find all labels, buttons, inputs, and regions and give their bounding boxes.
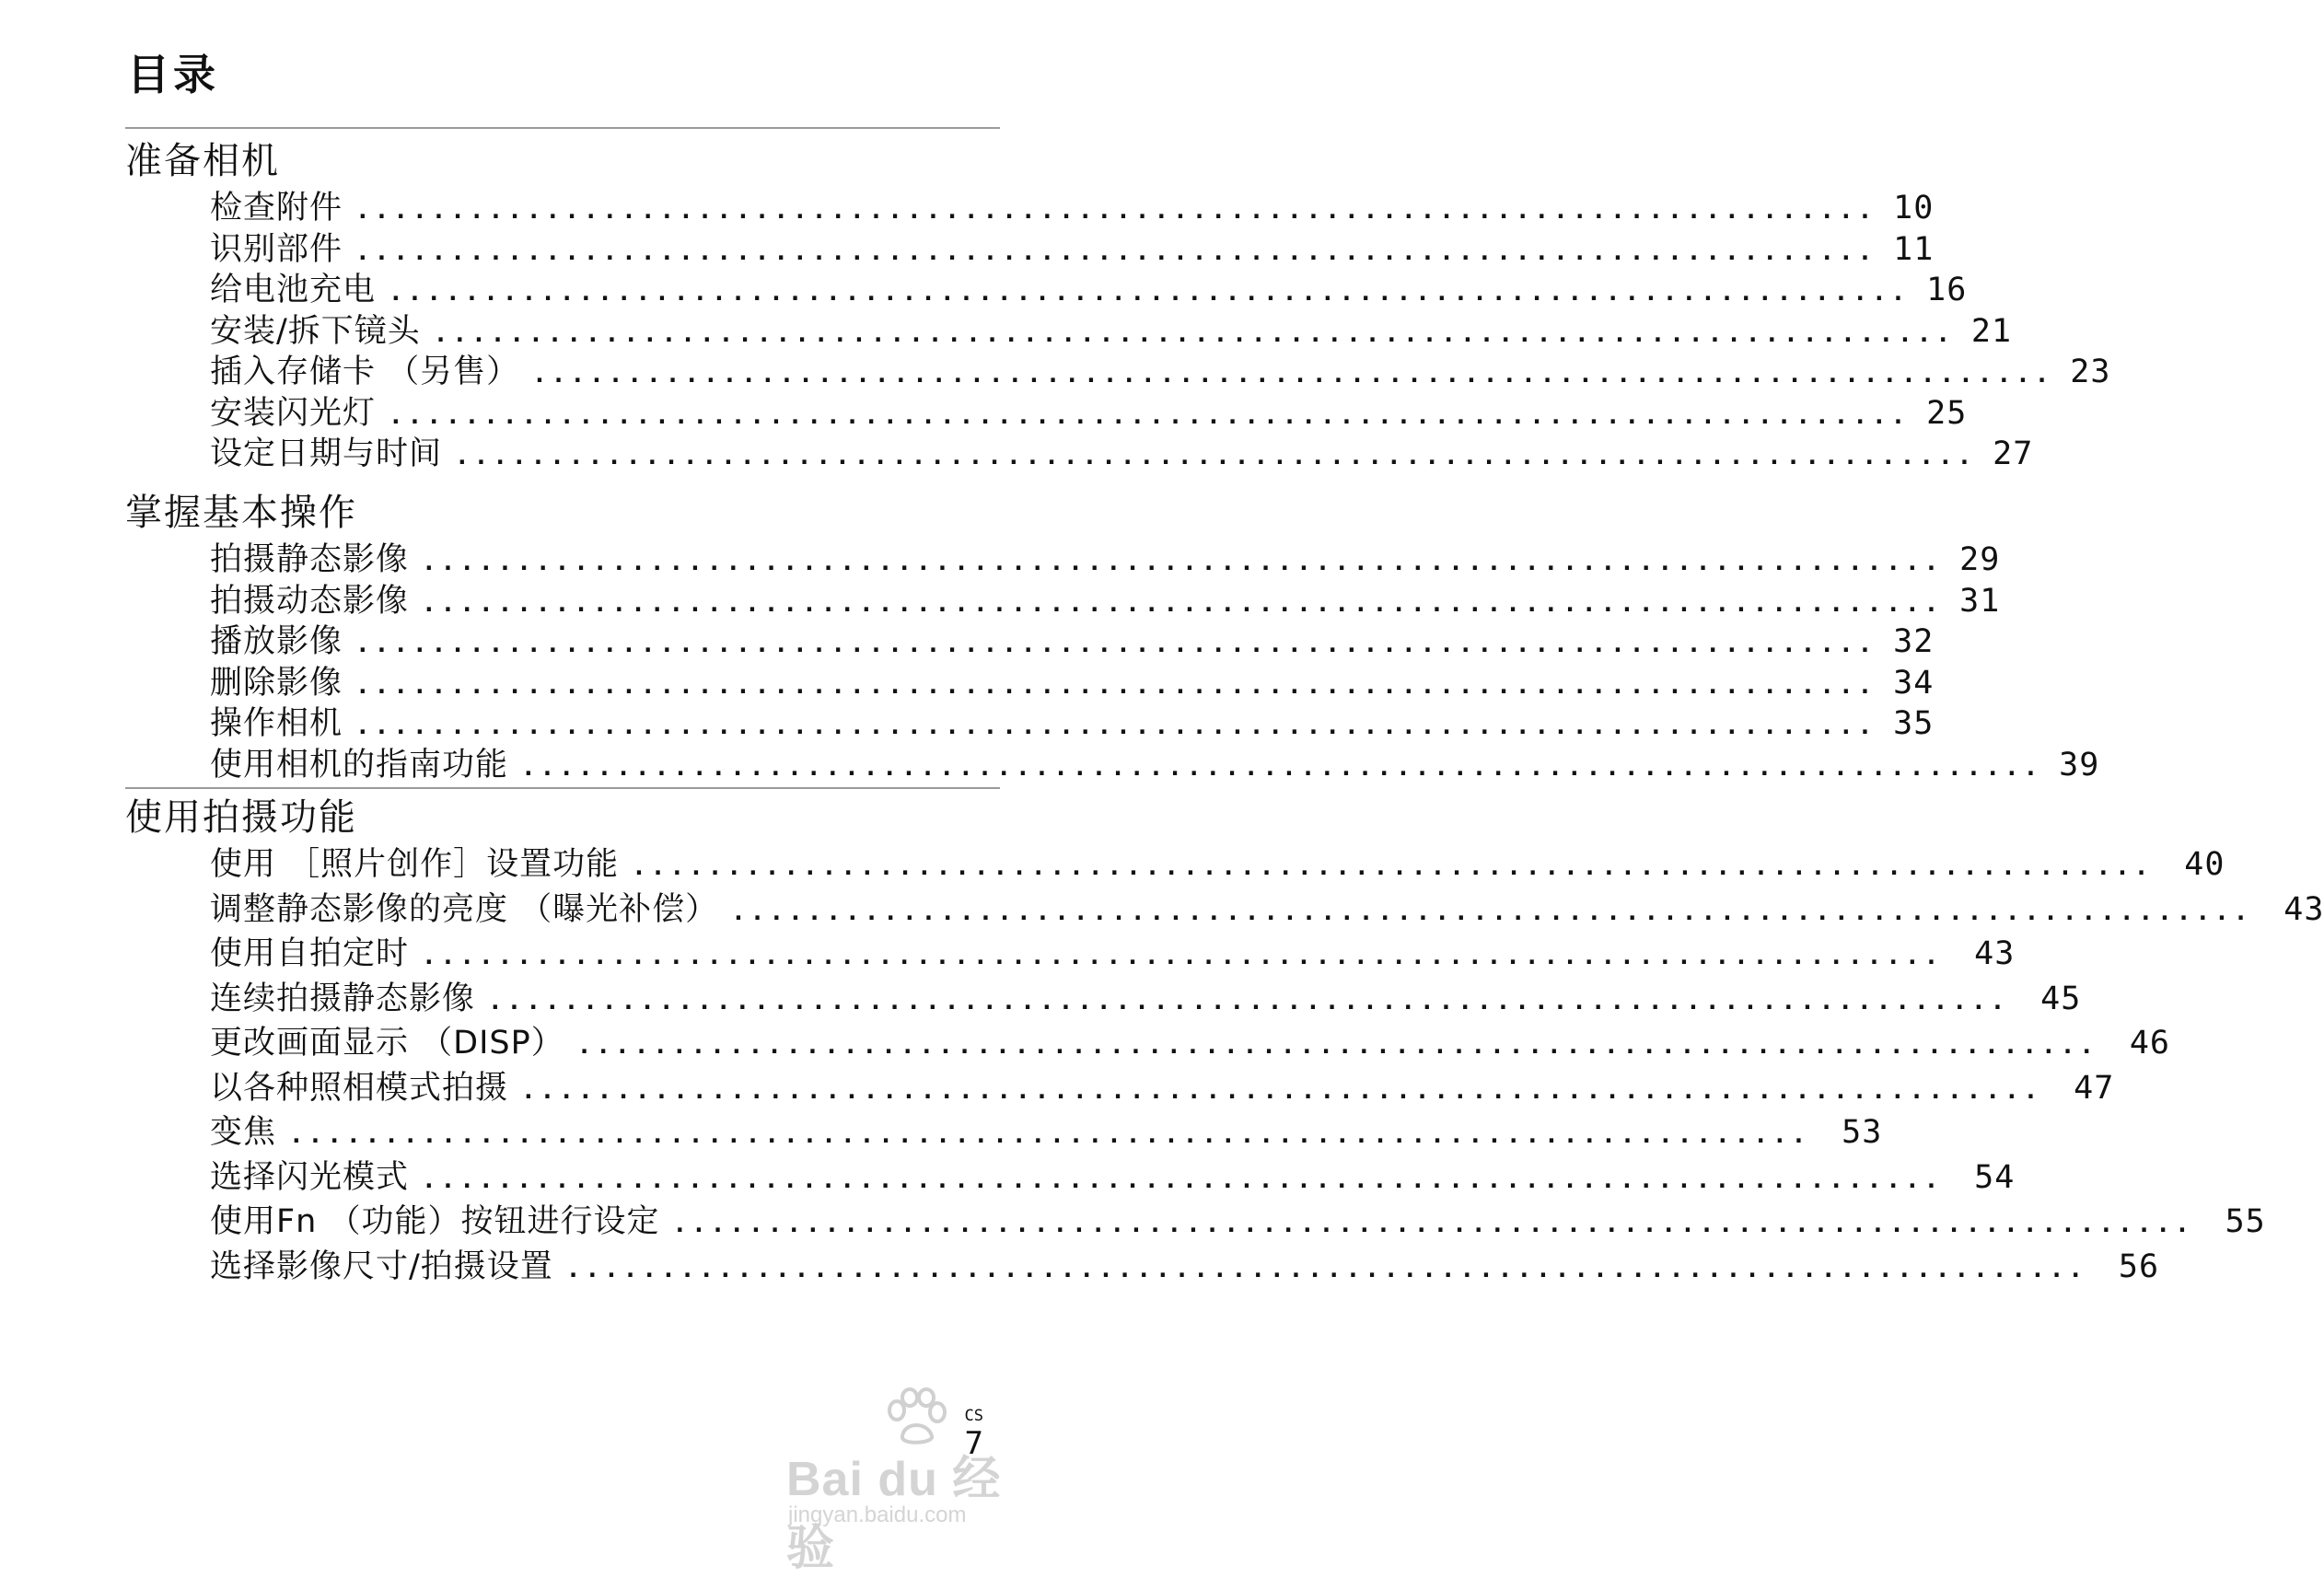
entry-page-number: 23	[2070, 354, 2111, 390]
entry-page-number: 16	[1926, 272, 1968, 308]
entry-title: 拍摄动态影像	[210, 582, 410, 620]
dot-leader: ................................................................................	[672, 1211, 2194, 1238]
entry-page-number: 45	[2040, 980, 2082, 1017]
toc-entry[interactable]	[210, 884, 2324, 929]
entry-title: 变焦	[210, 1114, 277, 1151]
dot-leader: ................................................................................	[521, 1076, 2043, 1105]
entry-page-number: 54	[1974, 1158, 2016, 1196]
toc-entry[interactable]	[210, 1062, 2115, 1108]
entry-page-number: 34	[1893, 664, 1935, 702]
toc-entry[interactable]	[210, 306, 2013, 350]
entry-page-number: 40	[2184, 846, 2225, 883]
entry-page-number: 55	[2225, 1203, 2266, 1240]
dot-leader: ................................................................................	[521, 753, 2043, 782]
dot-leader: ................................................................................	[355, 713, 1877, 740]
entry-title: 使用相机的指南功能	[210, 746, 509, 783]
section-divider	[125, 787, 1000, 789]
entry-title: 使用 ［照片创作］设置功能	[210, 846, 620, 883]
toc-entry[interactable]	[210, 1107, 1883, 1152]
entry-page-number: 25	[1926, 394, 1968, 432]
toc-entry[interactable]	[210, 1241, 2160, 1286]
toc-entry[interactable]	[210, 973, 2082, 1018]
entry-title: 删除影像	[210, 664, 343, 702]
dot-leader: ................................................................................	[731, 898, 2253, 926]
toc-entry[interactable]	[210, 1152, 2016, 1197]
watermark-brand: Bai du 经验	[786, 1453, 1002, 1575]
title-divider	[125, 127, 1000, 129]
dot-leader: ................................................................................	[422, 549, 1944, 576]
toc-entry[interactable]	[210, 1196, 2266, 1241]
entry-page-number: 43	[1974, 935, 2016, 972]
entry-page-number: 32	[1893, 623, 1935, 660]
toc-entry[interactable]	[210, 264, 1968, 308]
entry-title: 播放影像	[210, 623, 343, 660]
toc-entry[interactable]	[210, 346, 2111, 390]
dot-leader: ................................................................................	[565, 1255, 2088, 1283]
section-entries-prepare-camera	[210, 182, 2111, 472]
toc-entry[interactable]	[210, 739, 2100, 783]
entry-page-number: 56	[2118, 1247, 2160, 1285]
dot-leader: ................................................................................	[355, 671, 1877, 700]
section-heading-basic-operations: 掌握基本操作	[125, 492, 357, 534]
dot-leader: ................................................................................	[532, 361, 2054, 389]
entry-page-number: 43	[2283, 890, 2324, 928]
dot-leader: ................................................................................	[433, 319, 1956, 348]
entry-page-number: 35	[1893, 705, 1935, 742]
toc-entry[interactable]	[210, 182, 1935, 226]
entry-title: 使用自拍定时	[210, 935, 410, 972]
entry-title: 更改画面显示 （DISP）	[210, 1025, 564, 1062]
dot-leader: ................................................................................	[422, 589, 1944, 618]
entry-page-number: 47	[2074, 1069, 2115, 1107]
toc-entry[interactable]	[210, 698, 1935, 742]
section-entries-basic-operations	[210, 534, 2100, 783]
paw-icon	[884, 1388, 948, 1447]
entry-page-number: 46	[2129, 1025, 2170, 1062]
dot-leader: ................................................................................	[289, 1121, 1811, 1149]
entry-title: 调整静态影像的亮度 （曝光补偿）	[210, 890, 719, 928]
entry-title: 安装闪光灯	[210, 394, 377, 432]
entry-title: 插入存储卡 （另售）	[210, 354, 520, 390]
entry-page-number: 29	[1959, 541, 2001, 578]
entry-page-number: 11	[1893, 230, 1935, 268]
dot-leader: ................................................................................	[632, 853, 2154, 881]
toc-entry[interactable]	[210, 428, 2034, 472]
dot-leader: ................................................................................	[389, 279, 1911, 307]
dot-leader: ................................................................................	[389, 401, 1911, 430]
entry-title: 连续拍摄静态影像	[210, 980, 476, 1017]
entry-title: 拍摄静态影像	[210, 541, 410, 578]
entry-page-number: 21	[1970, 312, 2013, 350]
dot-leader: ................................................................................	[355, 238, 1877, 266]
entry-page-number: 27	[1993, 435, 2034, 472]
toc-entry[interactable]	[210, 575, 2001, 620]
entry-title: 操作相机	[210, 705, 343, 742]
section-heading-prepare-camera: 准备相机	[125, 140, 280, 182]
entry-title: 检查附件	[210, 190, 343, 226]
language-code: CS	[964, 1407, 983, 1425]
entry-title: 给电池充电	[210, 272, 377, 308]
entry-title: 使用Fn （功能）按钮进行设定	[210, 1203, 660, 1240]
dot-leader: ................................................................................	[355, 197, 1877, 225]
entry-title: 安装/拆下镜头	[210, 312, 421, 350]
toc-entry[interactable]	[210, 657, 1935, 702]
toc-entry[interactable]	[210, 928, 2016, 973]
page-number: 7	[964, 1425, 983, 1462]
entry-title: 选择影像尺寸/拍摄设置	[210, 1247, 553, 1285]
entry-title: 选择闪光模式	[210, 1158, 410, 1196]
dot-leader: ................................................................................	[422, 943, 1944, 970]
dot-leader: ................................................................................	[355, 631, 1877, 658]
page-marker	[964, 1407, 983, 1462]
section-entries-shooting-functions	[210, 839, 2324, 1285]
entry-title: 识别部件	[210, 230, 343, 268]
entry-page-number: 10	[1893, 190, 1935, 226]
toc-entry[interactable]	[210, 388, 1968, 432]
entry-page-number: 31	[1959, 582, 2001, 620]
toc-entry[interactable]	[210, 616, 1935, 660]
toc-entry[interactable]	[210, 534, 2001, 578]
entry-title: 设定日期与时间	[210, 435, 443, 472]
section-heading-shooting-functions: 使用拍摄功能	[125, 796, 357, 839]
page-title: 目录	[127, 50, 219, 99]
dot-leader: ................................................................................	[455, 443, 1977, 470]
toc-entry[interactable]	[210, 1017, 2170, 1062]
entry-title: 以各种照相模式拍摄	[210, 1069, 509, 1107]
toc-entry[interactable]	[210, 839, 2225, 884]
entry-page-number: 39	[2059, 746, 2100, 783]
baidu-watermark	[773, 1388, 1050, 1575]
toc-entry[interactable]	[210, 224, 1935, 268]
watermark-url: jingyan.baidu.com	[788, 1503, 967, 1527]
dot-leader: ................................................................................	[488, 987, 2010, 1015]
entry-page-number: 53	[1842, 1114, 1883, 1151]
dot-leader: ................................................................................	[576, 1032, 2098, 1060]
dot-leader: ................................................................................	[422, 1166, 1944, 1194]
